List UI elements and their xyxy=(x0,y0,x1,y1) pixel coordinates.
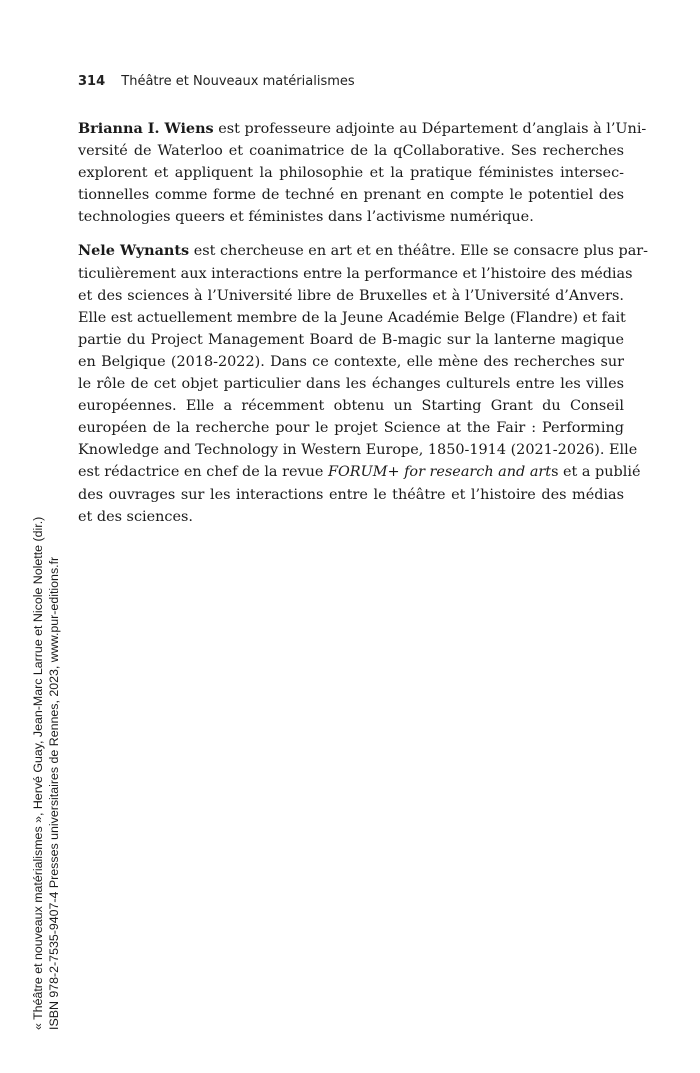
text-line: Elle est actuellement membre de la Jeune Académie Belge (Flandre) et fait xyxy=(78,309,626,326)
citation-line: ISBN 978-2-7535-9407-4 Presses universitaires de Rennes, 2023, www.pur-editions.fr xyxy=(47,556,61,1030)
text-line: des ouvrages sur les interactions entre le théâtre et l’histoire des médias xyxy=(78,486,624,503)
citation-line: « Théâtre et nouveaux matérialismes », Hervé Guay, Jean-Marc Larrue et Nicole Nolette (dir.) xyxy=(31,516,45,1030)
running-head xyxy=(78,74,355,89)
text-line: ticulièrement aux interactions entre la performance et l’histoire des médias xyxy=(78,265,633,282)
journal-title: FORUM+ for research and art xyxy=(327,464,552,481)
text-line: Knowledge and Technology in Western Europe, 1850-1914 (2021-2026). Elle xyxy=(78,442,638,459)
text-line: Nele Wynants est chercheuse en art et en théâtre. Elle se consacre plus par- xyxy=(78,242,649,260)
text-line: et des sciences. xyxy=(78,508,193,525)
author-name: Nele Wynants xyxy=(78,242,190,260)
text-line: Brianna I. Wiens est professeure adjointe au Département d’anglais à l’Uni- xyxy=(78,120,647,137)
text-line: est rédactrice en chef de la revue FORUM+ for research and arts et a publié xyxy=(78,464,641,481)
side-citation xyxy=(30,517,62,1030)
text-line: et des sciences à l’Université libre de Bruxelles et à l’Université d’Anvers. xyxy=(78,287,624,304)
running-title: Théâtre et Nouveaux matérialismes xyxy=(121,74,355,89)
page-number: 314 xyxy=(78,74,106,89)
bio-brianna-wiens xyxy=(78,118,647,228)
text-line: européen de la recherche pour le projet Science at the Fair : Performing xyxy=(78,420,624,437)
text-line: en Belgique (2018-2022). Dans ce contexte, elle mène des recherches sur xyxy=(78,353,624,370)
text-line: explorent et appliquent la philosophie et la pratique féministes intersec- xyxy=(78,165,624,182)
text-line: versité de Waterloo et coanimatrice de la qCollaborative. Ses recherches xyxy=(78,143,624,160)
text-line: européennes. Elle a récemment obtenu un Starting Grant du Conseil xyxy=(78,398,624,415)
text-line: tionnelles comme forme de techné en prenant en compte le potentiel des xyxy=(78,187,624,204)
bio-nele-wynants xyxy=(78,240,649,527)
author-name: Brianna I. Wiens xyxy=(78,120,214,137)
text-line: technologies queers et féministes dans l’activisme numérique. xyxy=(78,209,534,226)
text-line: partie du Project Management Board de B-magic sur la lanterne magique xyxy=(78,331,624,348)
page-content xyxy=(78,118,649,540)
text-line: le rôle de cet objet particulier dans les échanges culturels entre les villes xyxy=(78,376,624,393)
